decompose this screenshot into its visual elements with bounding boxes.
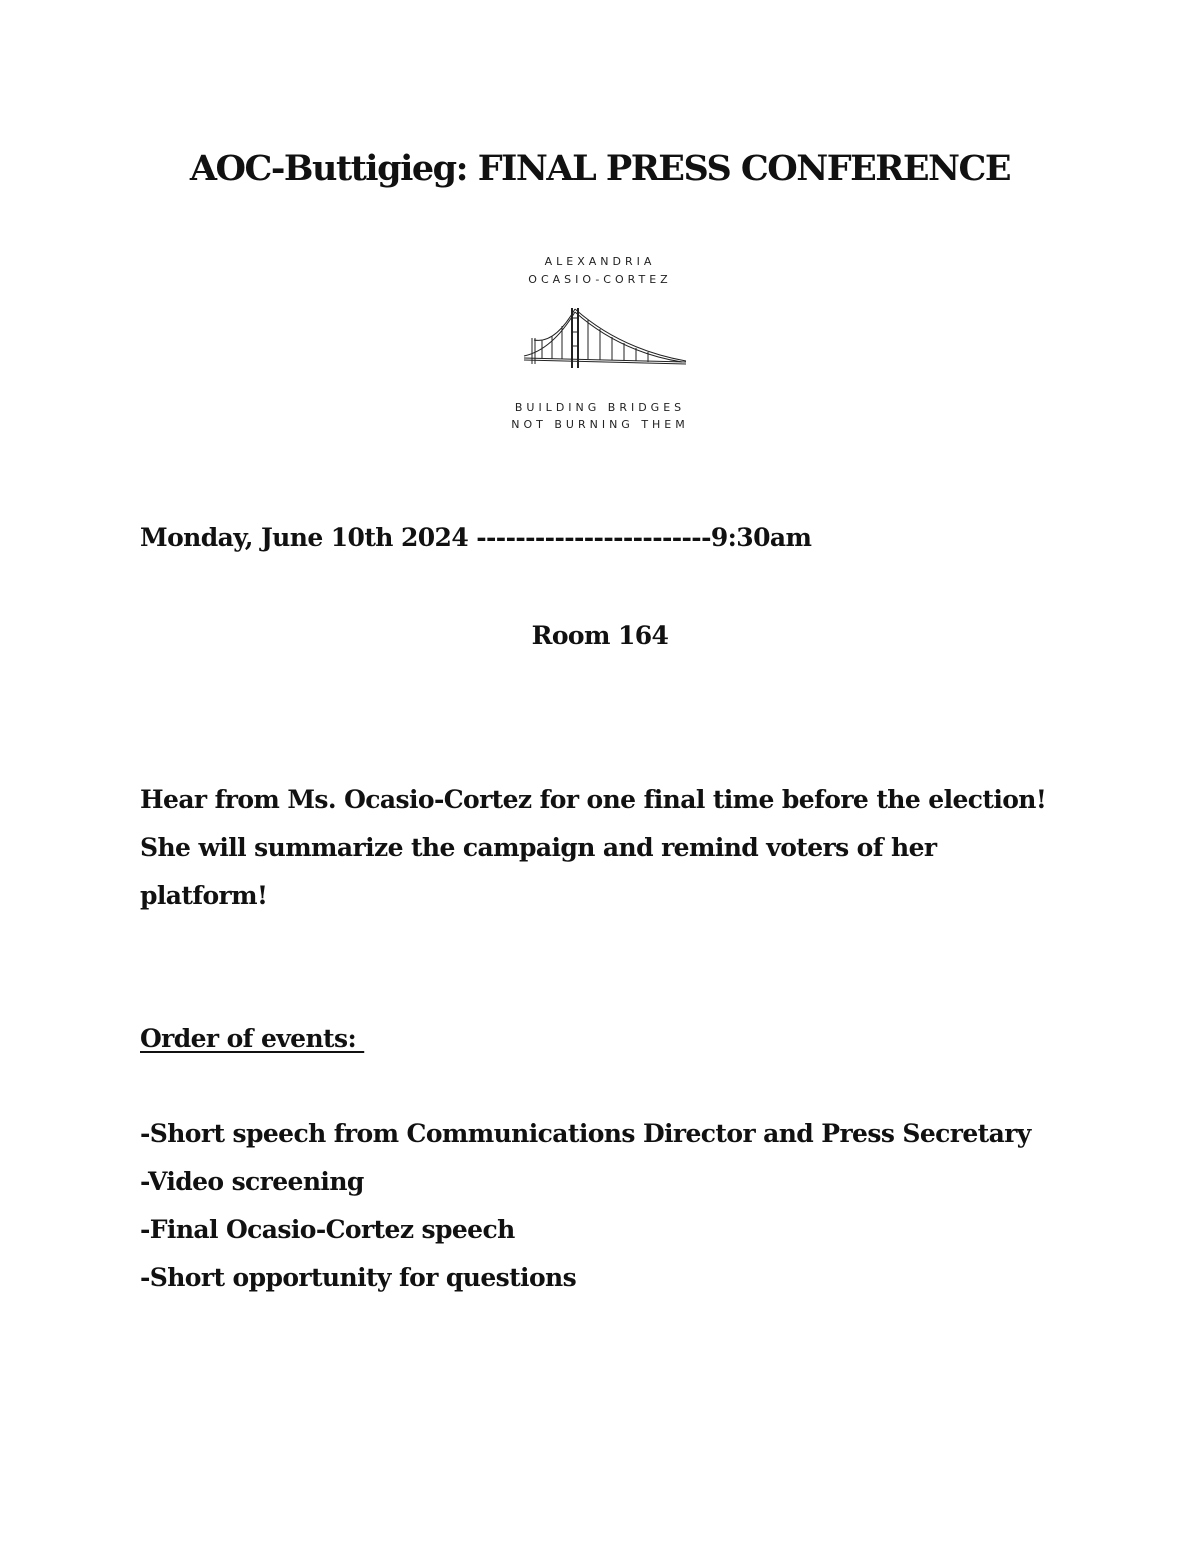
events-list xyxy=(140,1110,1031,1302)
list-item: -Short opportunity for questions xyxy=(140,1263,577,1292)
description-line: Hear from Ms. Ocasio-Cortez for one final time before the election! xyxy=(140,785,1047,814)
list-item: -Final Ocasio-Cortez speech xyxy=(140,1215,515,1244)
document-title: AOC-Buttigieg: FINAL PRESS CONFERENCE xyxy=(189,148,1011,189)
bridge-icon xyxy=(520,304,690,374)
event-description xyxy=(140,776,1046,920)
logo-tagline-1: BUILDING BRIDGES xyxy=(514,401,686,414)
order-heading-text: Order of events: xyxy=(140,1024,365,1053)
order-of-events-heading xyxy=(140,1015,364,1063)
description-line: platform! xyxy=(140,881,268,910)
logo-last-name: OCASIO-CORTEZ xyxy=(528,273,672,286)
event-date-time: Monday, June 10th 2024 ------------------------9:30am xyxy=(140,523,812,552)
logo-tagline-2: NOT BURNING THEM xyxy=(511,418,689,431)
description-line: She will summarize the campaign and remind voters of her xyxy=(140,833,937,862)
logo-first-name: ALEXANDRIA xyxy=(544,255,656,268)
event-room: Room 164 xyxy=(531,621,669,650)
list-item: -Video screening xyxy=(140,1167,364,1196)
campaign-logo xyxy=(480,240,720,440)
list-item: -Short speech from Communications Director and Press Secretary xyxy=(140,1119,1031,1148)
